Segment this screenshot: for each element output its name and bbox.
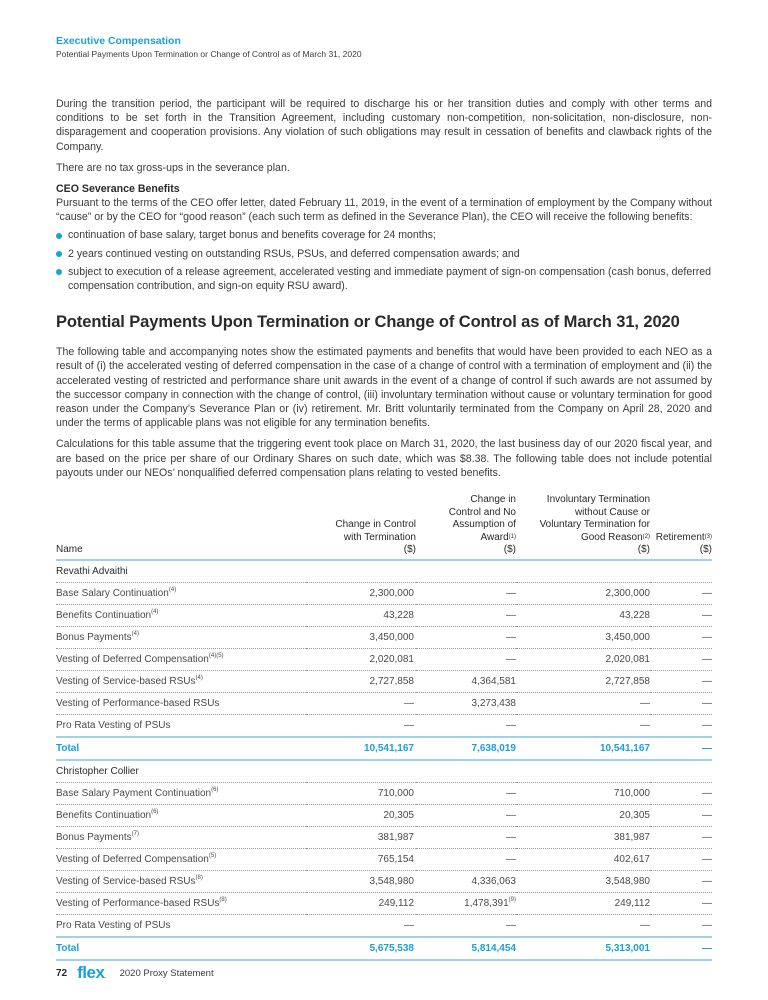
table-row bbox=[56, 892, 712, 914]
table-row bbox=[56, 626, 712, 648]
section-subtitle: Potential Payments Upon Termination or Change of Control as of March 31, 2020 bbox=[56, 49, 362, 59]
intro-paragraph-2: There are no tax gross-ups in the severance plan. bbox=[56, 161, 290, 174]
section-label: Executive Compensation bbox=[56, 35, 181, 47]
total-c1: 5,675,538 bbox=[306, 937, 416, 960]
row-label: Pro Rata Vesting of PSUs bbox=[56, 914, 306, 937]
ceo-benefits-list bbox=[56, 228, 712, 293]
cell-c3: — bbox=[516, 714, 650, 737]
cell-c1: 249,112 bbox=[306, 892, 416, 914]
row-label: Base Salary Payment Continuation$^{(6)}$ bbox=[56, 782, 306, 804]
total-c4: — bbox=[650, 937, 712, 960]
cell-c4: — bbox=[650, 892, 712, 914]
cell-c1: 3,450,000 bbox=[306, 626, 416, 648]
table-header-row bbox=[56, 494, 712, 560]
cell-c4: — bbox=[650, 826, 712, 848]
table-row bbox=[56, 692, 712, 714]
cell-c2: 1,478,391$^{(9)}$ bbox=[416, 892, 516, 914]
cell-c3: 2,300,000 bbox=[516, 582, 650, 604]
page-number: 72 bbox=[56, 967, 68, 979]
cell-c3: — bbox=[516, 914, 650, 937]
cell-c2: — bbox=[416, 604, 516, 626]
table-row bbox=[56, 826, 712, 848]
cell-c1: — bbox=[306, 692, 416, 714]
cell-c4: — bbox=[650, 848, 712, 870]
section-title: Potential Payments Upon Termination or Change of Control as of March 31, 2020 bbox=[56, 313, 680, 332]
cell-c4: — bbox=[650, 714, 712, 737]
section-paragraph-2: Calculations for this table assume that the triggering event took place on March 31, 2020, the last business day of our 2020 fiscal year, and are based on the price per share of our Ordinary Shares on such date, which was $8.38. The following table does not include potential payouts under our NEOs’ nonqualified deferred compensation plans relating to vested benefits. bbox=[56, 438, 712, 479]
total-c2: 7,638,019 bbox=[416, 737, 516, 760]
total-c2: 5,814,454 bbox=[416, 937, 516, 960]
cell-c2: — bbox=[416, 582, 516, 604]
cell-c4: — bbox=[650, 582, 712, 604]
cell-c1: 381,987 bbox=[306, 826, 416, 848]
bullet-icon bbox=[56, 251, 62, 257]
cell-c4: — bbox=[650, 782, 712, 804]
table-row bbox=[56, 782, 712, 804]
row-label: Vesting of Performance-based RSUs$^{(8)}$ bbox=[56, 892, 306, 914]
table-row bbox=[56, 870, 712, 892]
total-label: Total bbox=[56, 937, 306, 960]
total-row bbox=[56, 737, 712, 760]
cell-c4: — bbox=[650, 692, 712, 714]
list-item: continuation of base salary, target bonus and benefits coverage for 24 months; bbox=[56, 228, 712, 242]
row-label: Benefits Continuation$^{(4)}$ bbox=[56, 604, 306, 626]
row-label: Vesting of Deferred Compensation$^{(4)(5)}$ bbox=[56, 648, 306, 670]
cell-c1: 2,727,858 bbox=[306, 670, 416, 692]
ceo-severance-heading: CEO Severance Benefits bbox=[56, 183, 180, 196]
table-row bbox=[56, 582, 712, 604]
table-row bbox=[56, 670, 712, 692]
cell-c3: — bbox=[516, 692, 650, 714]
person-name: Revathi Advaithi bbox=[56, 560, 712, 583]
cell-c3: 43,228 bbox=[516, 604, 650, 626]
row-label: Vesting of Deferred Compensation$^{(5)}$ bbox=[56, 848, 306, 870]
row-label: Vesting of Service-based RSUs$^{(8)}$ bbox=[56, 870, 306, 892]
row-label: Vesting of Performance-based RSUs bbox=[56, 692, 306, 714]
cell-c4: — bbox=[650, 670, 712, 692]
cell-c3: 710,000 bbox=[516, 782, 650, 804]
cell-c3: 3,450,000 bbox=[516, 626, 650, 648]
cell-c3: 2,727,858 bbox=[516, 670, 650, 692]
cell-c4: — bbox=[650, 648, 712, 670]
list-item: 2 years continued vesting on outstanding RSUs, PSUs, and deferred compensation awards; and bbox=[56, 247, 712, 261]
cell-c2: — bbox=[416, 648, 516, 670]
cell-c2: — bbox=[416, 626, 516, 648]
column-header-involuntary-termination: Involuntary Termination without Cause or Voluntary Termination for Good Reason$^{(2)}$ ($) bbox=[516, 494, 650, 560]
page-footer bbox=[56, 963, 214, 983]
row-label: Benefits Continuation$^{(6)}$ bbox=[56, 804, 306, 826]
table-row bbox=[56, 848, 712, 870]
cell-c2: — bbox=[416, 914, 516, 937]
row-label: Vesting of Service-based RSUs$^{(4)}$ bbox=[56, 670, 306, 692]
bullet-icon bbox=[56, 233, 62, 239]
cell-c2: 4,364,581 bbox=[416, 670, 516, 692]
cell-c1: 3,548,980 bbox=[306, 870, 416, 892]
cell-c2: — bbox=[416, 804, 516, 826]
cell-c1: 765,154 bbox=[306, 848, 416, 870]
table-body bbox=[56, 560, 712, 960]
cell-c3: 2,020,081 bbox=[516, 648, 650, 670]
person-row bbox=[56, 560, 712, 583]
cell-c4: — bbox=[650, 914, 712, 937]
column-header-change-in-control-with-termination: Change in Control with Termination ($) bbox=[306, 494, 416, 560]
table-row bbox=[56, 914, 712, 937]
ceo-severance-paragraph: Pursuant to the terms of the CEO offer letter, dated February 11, 2019, in the event of a termination of employment by the Company without “cause” or by the CEO for “good reason” (each such term as defined in the Severance Plan), the CEO will receive the following benefits: bbox=[56, 197, 712, 224]
cell-c1: 43,228 bbox=[306, 604, 416, 626]
section-paragraph-1: The following table and accompanying notes show the estimated payments and benefits that would have been provided to each NEO as a result of (i) the accelerated vesting of deferred compensation in the case of a change of control with a termination of employment and (ii) the accelerated vesting of restricted and performance share unit awards in the event of a change of control if such awards are not assumed by the successor company in connection with the change of control, (iii) involuntary termination without cause or voluntary termination for good reason under the Company’s Severance Plan or (iv) retirement. Mr. Britt voluntarily terminated from the Company on April 28, 2020 and under the terms of applicable plans was not eligible for any termination benefits. bbox=[56, 346, 712, 430]
column-header-retirement: Retirement$^{(3)}$ ($) bbox=[650, 494, 712, 560]
row-label: Bonus Payments$^{(7)}$ bbox=[56, 826, 306, 848]
person-row bbox=[56, 760, 712, 783]
cell-c4: — bbox=[650, 604, 712, 626]
page-content bbox=[56, 97, 712, 961]
cell-c4: — bbox=[650, 870, 712, 892]
table-row bbox=[56, 604, 712, 626]
column-header-change-in-control-no-assumption: Change in Control and No Assumption of Award$^{(1)}$ ($) bbox=[416, 494, 516, 560]
cell-c1: 2,020,081 bbox=[306, 648, 416, 670]
cell-c3: 20,305 bbox=[516, 804, 650, 826]
document-title: 2020 Proxy Statement bbox=[119, 967, 214, 979]
cell-c1: — bbox=[306, 914, 416, 937]
cell-c3: 381,987 bbox=[516, 826, 650, 848]
cell-c2: 4,336,063 bbox=[416, 870, 516, 892]
bullet-icon bbox=[56, 269, 62, 275]
table-row bbox=[56, 804, 712, 826]
cell-c3: 402,617 bbox=[516, 848, 650, 870]
cell-c3: 249,112 bbox=[516, 892, 650, 914]
total-c3: 5,313,001 bbox=[516, 937, 650, 960]
intro-paragraph-1: During the transition period, the participant will be required to discharge his or her transition duties and comply with other terms and conditions to be set forth in the Transition Agreement, including customary non-competition, non-solicitation, non-disclosure, non-disparagement and cooperation provisions. Any violation of such obligations may result in cessation of benefits and clawback rights of the Company. bbox=[56, 98, 712, 153]
flex-logo: flex. bbox=[77, 963, 106, 982]
row-label: Bonus Payments$^{(4)}$ bbox=[56, 626, 306, 648]
cell-c2: — bbox=[416, 782, 516, 804]
list-item: subject to execution of a release agreement, accelerated vesting and immediate payment of sign-on compensation (cash bonus, deferred compensation contribution, and sign-on equity RSU award). bbox=[56, 265, 712, 293]
running-header bbox=[56, 35, 362, 60]
person-name: Christopher Collier bbox=[56, 760, 712, 783]
total-row bbox=[56, 937, 712, 960]
cell-c2: 3,273,438 bbox=[416, 692, 516, 714]
cell-c1: 20,305 bbox=[306, 804, 416, 826]
termination-payments-table bbox=[56, 494, 712, 961]
table-row bbox=[56, 714, 712, 737]
cell-c2: — bbox=[416, 826, 516, 848]
total-c4: — bbox=[650, 737, 712, 760]
table-row bbox=[56, 648, 712, 670]
total-c3: 10,541,167 bbox=[516, 737, 650, 760]
cell-c1: — bbox=[306, 714, 416, 737]
total-c1: 10,541,167 bbox=[306, 737, 416, 760]
cell-c1: 710,000 bbox=[306, 782, 416, 804]
cell-c2: — bbox=[416, 848, 516, 870]
cell-c2: — bbox=[416, 714, 516, 737]
row-label: Pro Rata Vesting of PSUs bbox=[56, 714, 306, 737]
row-label: Base Salary Continuation$^{(4)}$ bbox=[56, 582, 306, 604]
cell-c1: 2,300,000 bbox=[306, 582, 416, 604]
cell-c3: 3,548,980 bbox=[516, 870, 650, 892]
cell-c4: — bbox=[650, 804, 712, 826]
column-header-name: Name bbox=[56, 494, 306, 560]
cell-c4: — bbox=[650, 626, 712, 648]
total-label: Total bbox=[56, 737, 306, 760]
